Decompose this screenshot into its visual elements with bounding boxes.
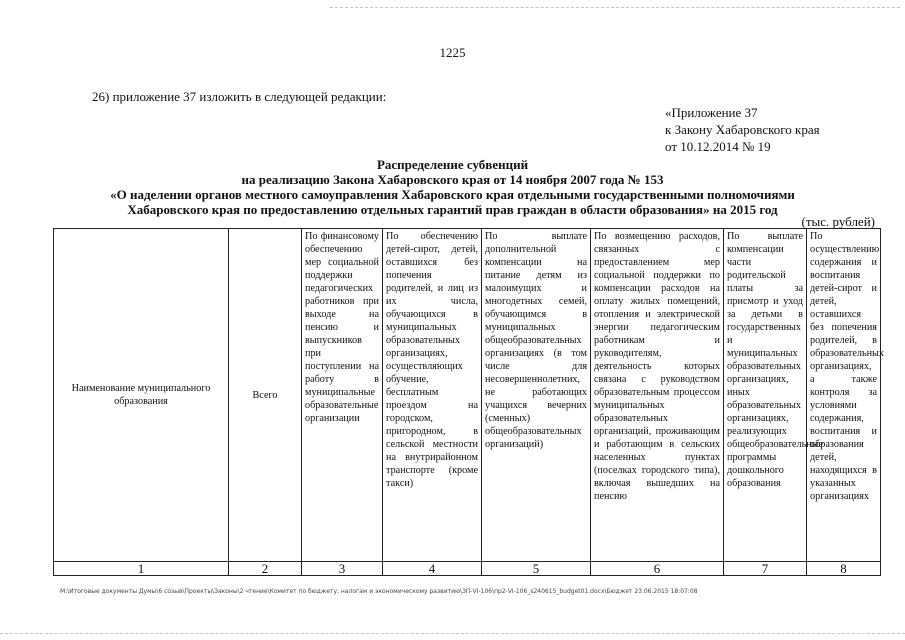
subvention-table bbox=[53, 228, 884, 576]
document-title bbox=[0, 157, 905, 217]
appendix-line-3: от 10.12.2014 № 19 bbox=[665, 139, 771, 154]
header-municipality: Наименование муниципального образования bbox=[54, 229, 229, 562]
top-scan-line bbox=[330, 7, 900, 8]
bottom-scan-line bbox=[0, 633, 905, 634]
column-number: 3 bbox=[302, 562, 383, 576]
header-orphan-maintenance: По осуществлению содержания и воспитания детей-сирот и детей, оставшихся без попечения родителей, в образовательных организациях, а также контроля за условиями содержания, воспитания и образования детей, находящихся в указанных организациях bbox=[807, 229, 881, 562]
title-line-3: «О наделении органов местного самоуправления Хабаровского края отдельными государственными полномочиями bbox=[110, 187, 795, 202]
table-header-row bbox=[54, 229, 881, 562]
header-meal-compensation: По выплате дополнительной компенсации на питание детям из малоимущих и многодетных семей, обучающимся в муниципальных общеобразовательных организациях (в том числе для несовершеннолетних, не работающих учащихся вечерних (сменных) общеобразовательных организаций) bbox=[482, 229, 591, 562]
title-line-4: Хабаровского края по предоставлению отдельных гарантий прав граждан в области образования» на 2015 год bbox=[127, 202, 778, 217]
appendix-line-2: к Закону Хабаровского края bbox=[665, 122, 820, 137]
page-number: 1225 bbox=[439, 45, 466, 60]
header-pedagogical-support: По финансовому обеспечению мер социальной поддержки педагогических работников при выходе на пенсию и выпускников при поступлении на работу в муниципальные образовательные организации bbox=[302, 229, 383, 562]
title-line-2: на реализацию Закона Хабаровского края от 14 ноября 2007 года № 153 bbox=[241, 172, 664, 187]
appendix-line-1: «Приложение 37 bbox=[665, 105, 758, 120]
column-number: 2 bbox=[229, 562, 302, 576]
intro-text: 26) приложение 37 изложить в следующей редакции: bbox=[92, 89, 387, 104]
units-label: (тыс. рублей) bbox=[801, 214, 875, 229]
file-path-footer: M:\Итоговые документы Думы\6 созыв\Проекты\Законы\2 чтение\Комитет по бюджету, налогам и экономическому развитию\ЗП-VI-106\пр2-VI-106_s240615_budget01.docx\Бюджет 23.06.2015 18:07:08 bbox=[60, 588, 698, 595]
appendix-reference bbox=[665, 104, 820, 155]
column-number: 5 bbox=[482, 562, 591, 576]
column-number: 8 bbox=[807, 562, 881, 576]
column-number: 4 bbox=[383, 562, 482, 576]
column-number: 7 bbox=[724, 562, 807, 576]
title-line-1: Распределение субвенций bbox=[376, 157, 529, 172]
column-number: 6 bbox=[591, 562, 724, 576]
header-total: Всего bbox=[229, 229, 302, 562]
header-orphan-transport: По обеспечению детей-сирот, детей, оставшихся без попечения родителей, и лиц из их числа, обучающихся в муниципальных образовательных организациях, осуществляющих обучение, бесплатным проездом на городском, пригородном, в сельской местности на внутрирайонном транспорте (кроме такси) bbox=[383, 229, 482, 562]
header-parental-fee-compensation: По выплате компенсации части родительской платы за присмотр и уход за детьми в государственных и муниципальных образовательных организациях, иных образовательных организациях, реализующих общеобразовательные программы дошкольного образования bbox=[724, 229, 807, 562]
header-housing-compensation: По возмещению расходов, связанных с предоставлением мер социальной поддержки по компенсации расходов на оплату жилых помещений, отопления и электрической энергии педагогическим работникам и руководителям, деятельность которых связана с руководством образовательным процессом муниципальных образовательных организаций, проживающим и работающим в сельских населенных пунктах (поселках городского типа), включая вышедших на пенсию bbox=[591, 229, 724, 562]
column-number-row bbox=[54, 562, 881, 576]
column-number: 1 bbox=[54, 562, 229, 576]
